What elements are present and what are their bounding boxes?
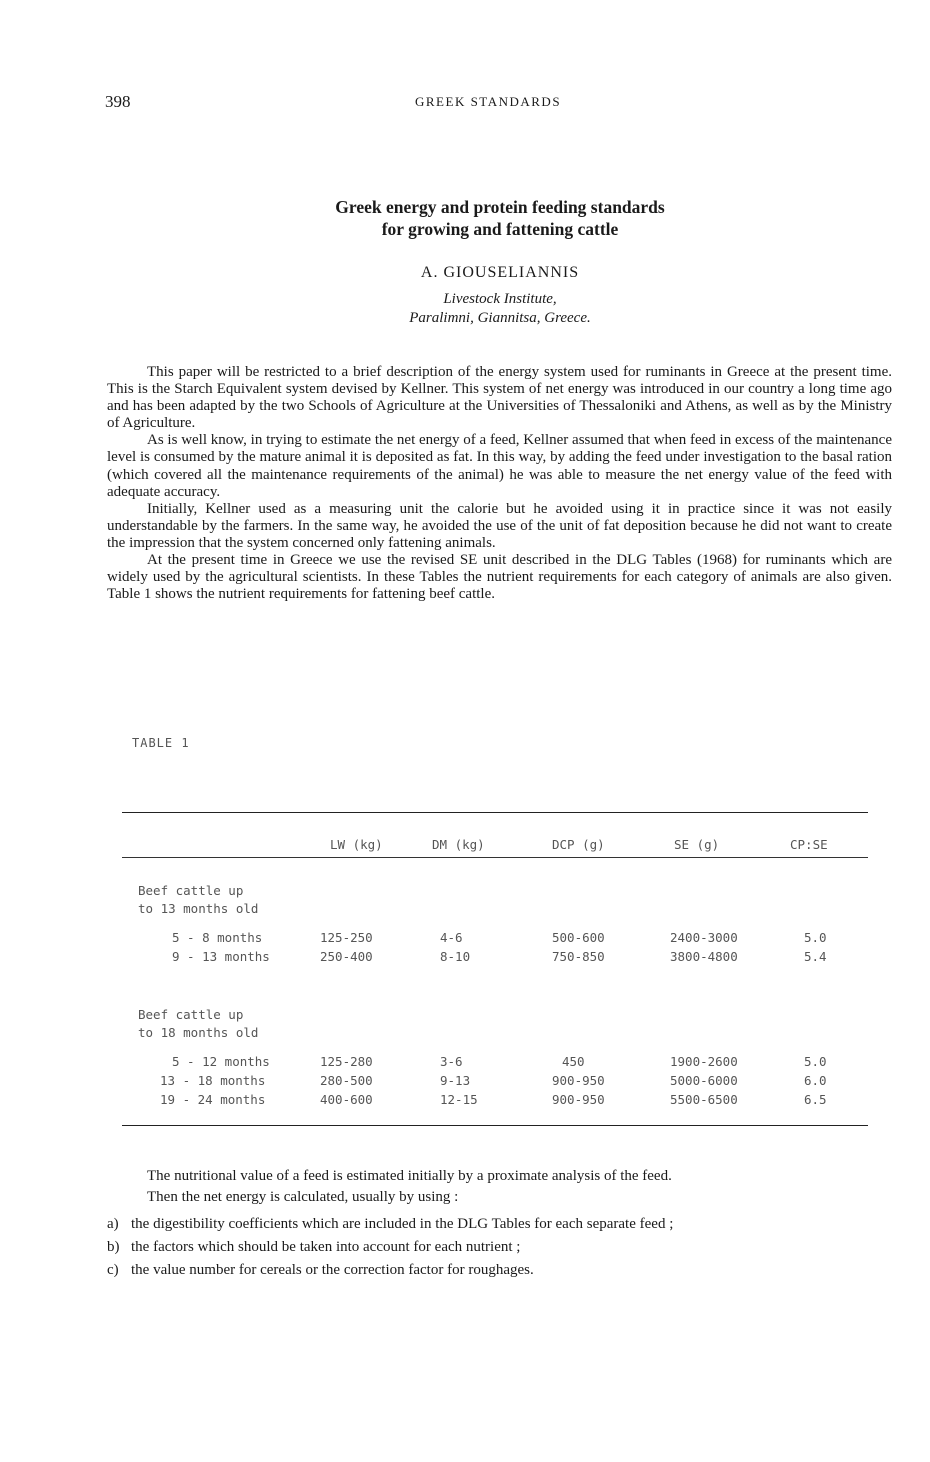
table-cell: 3800-4800: [670, 949, 738, 964]
table-cell: 5.0: [804, 930, 827, 945]
title-line: Greek energy and protein feeding standards: [335, 197, 665, 217]
table-cell: 900-950: [552, 1092, 605, 1107]
table-cell: 125-280: [320, 1054, 373, 1069]
table-cell: 5.0: [804, 1054, 827, 1069]
page-number: 398: [105, 92, 131, 111]
list-text: the digestibility coefficients which are included in the DLG Tables for each separate feed ;: [131, 1216, 674, 1232]
paragraph: As is well know, in trying to estimate the net energy of a feed, Kellner assumed that when feed in excess of the maintenance level is consumed by the mature animal it is deposited as fat. In this way, by adding the feed under investigation to the basal ration (which covered all the maintenance requirements of the animal) he was able to measure the net energy value of the feed with adequate accuracy.: [107, 432, 892, 500]
table-group: [122, 858, 868, 968]
column-header: DM (kg): [432, 837, 485, 852]
table-label: TABLE 1: [132, 736, 190, 750]
table-cell: 1900-2600: [670, 1054, 738, 1069]
table-row: [122, 949, 868, 968]
author-affiliation: [0, 290, 930, 328]
table-cell: 5.4: [804, 949, 827, 964]
table-cell: 6.0: [804, 1073, 827, 1088]
author-name: A. GIOUSELIANNIS: [420, 264, 580, 281]
table-cell: 4-6: [440, 930, 463, 945]
table-cell: 450: [562, 1054, 585, 1069]
article-title: [0, 196, 930, 240]
table-cell: 12-15: [440, 1092, 478, 1107]
article-body: [107, 364, 892, 603]
list-text: the value number for cereals or the correction factor for roughages.: [131, 1262, 534, 1278]
journal-name: GREEK STANDARDS: [415, 94, 562, 109]
paragraph: This paper will be restricted to a brief description of the energy system used for ruminants in Greece at the present time. This is the Starch Equivalent system devised by Kellner. This system of net energy was introduced in our country a long time ago and has been adapted by the two Schools of Agriculture at the Universities of Thessaloniki and Athens, as well as by the Ministry of Agriculture.: [107, 364, 892, 432]
table-cell: 6.5: [804, 1092, 827, 1107]
list-item: [107, 1216, 892, 1233]
table-cell: 3-6: [440, 1054, 463, 1069]
group-title: Beef cattle up to 18 months old: [138, 1007, 259, 1040]
table-row: [122, 1073, 868, 1092]
table-cell: 8-10: [440, 949, 471, 964]
paragraph: The nutritional value of a feed is estimated initially by a proximate analysis of the feed.: [147, 1168, 672, 1184]
list-marker: a): [107, 1216, 119, 1232]
list-item: [107, 1262, 892, 1279]
post-table-text: [107, 1168, 892, 1285]
column-header: DCP (g): [552, 837, 605, 852]
table-cell: 19 - 24 months: [160, 1092, 266, 1107]
title-line: for growing and fattening cattle: [381, 219, 619, 239]
table-row: [122, 1092, 868, 1111]
table-cell: 750-850: [552, 949, 605, 964]
paragraph: Initially, Kellner used as a measuring unit the calorie but he avoided using it in practice since it was not easily understandable by the farmers. In the same way, he avoided the use of the unit of fat deposition because he did not want to create the impression that the system concerned only fattening animals.: [107, 500, 892, 551]
affiliation-line: Livestock Institute,: [443, 291, 557, 307]
paragraph: Then the net energy is calculated, usually by using :: [147, 1189, 459, 1205]
table-cell: 13 - 18 months: [160, 1073, 266, 1088]
list-marker: b): [107, 1239, 120, 1255]
column-header: CP:SE: [790, 837, 828, 852]
table-cell: 900-950: [552, 1073, 605, 1088]
group-title: Beef cattle up to 13 months old: [138, 883, 259, 916]
running-header: [105, 92, 825, 114]
table-cell: 9 - 13 months: [172, 949, 270, 964]
nutrient-requirements-table: [122, 812, 868, 1126]
table-header-row: [122, 813, 868, 858]
list-item: [107, 1239, 892, 1256]
table-cell: 5000-6000: [670, 1073, 738, 1088]
table-cell: 5500-6500: [670, 1092, 738, 1107]
table-cell: 125-250: [320, 930, 373, 945]
column-header: SE (g): [674, 837, 720, 852]
paragraph: At the present time in Greece we use the revised SE unit described in the DLG Tables (1968) for ruminants which are widely used by the agricultural scientists. In these Tables the nutrient requirements for each category of animals are also given. Table 1 shows the nutrient requirements for fattening beef cattle.: [107, 552, 892, 603]
affiliation-line: Paralimni, Giannitsa, Greece.: [409, 310, 591, 326]
table-cell: 2400-3000: [670, 930, 738, 945]
table-cell: 5 - 12 months: [172, 1054, 270, 1069]
table-row: [122, 930, 868, 949]
table-cell: 9-13: [440, 1073, 471, 1088]
table-cell: 5 - 8 months: [172, 930, 263, 945]
table-cell: 400-600: [320, 1092, 373, 1107]
list-marker: c): [107, 1262, 119, 1278]
column-header: LW (kg): [330, 837, 383, 852]
table-group: [122, 968, 868, 1125]
table-cell: 500-600: [552, 930, 605, 945]
table-row: [122, 1054, 868, 1073]
table-cell: 280-500: [320, 1073, 373, 1088]
list-text: the factors which should be taken into account for each nutrient ;: [131, 1239, 521, 1255]
table-cell: 250-400: [320, 949, 373, 964]
